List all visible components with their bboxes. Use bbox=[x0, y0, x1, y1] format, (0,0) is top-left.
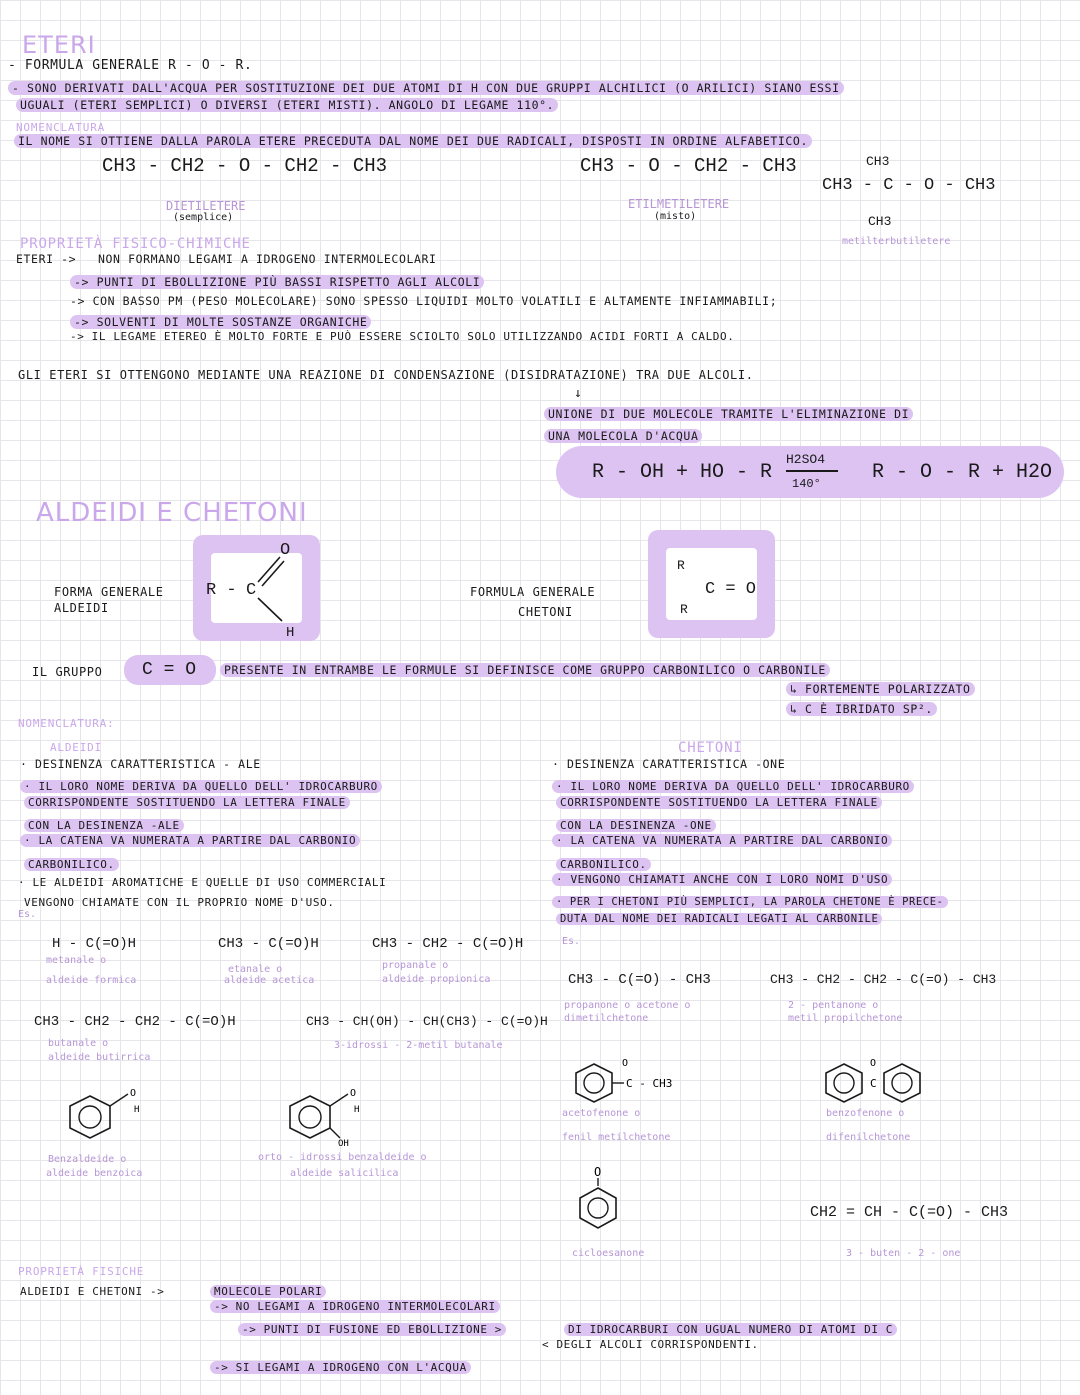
ethers-properties-heading: PROPRIETÀ FISICO-CHIMICHE bbox=[20, 236, 251, 252]
reaction-right: R - O - R + H2O bbox=[872, 461, 1053, 484]
svg-text:O: O bbox=[350, 1088, 357, 1099]
aldehydes-line-1: · DESINENZA CARATTERISTICA - ALE bbox=[20, 757, 261, 771]
ether-example-3-formula: CH3 - C - O - CH3 bbox=[822, 176, 996, 195]
carbonyl-group-note-1: ↳ FORTEMENTE POLARIZZATO bbox=[786, 681, 975, 697]
ketone-ex-4-name-2: difenilchetone bbox=[826, 1132, 911, 1143]
svg-text:C: C bbox=[870, 1077, 877, 1090]
aldehyde-ex-2-formula: CH3 - C(=O)H bbox=[218, 936, 319, 952]
svg-text:O: O bbox=[594, 1165, 602, 1179]
aldehydes-line-3: CORRISPONDENTE SOSTITUENDO LA LETTERA FINALE bbox=[24, 795, 350, 811]
aldehyde-ex-1-formula: H - C(=O)H bbox=[52, 936, 137, 952]
ketone-ex-2-formula: CH3 - CH2 - CH2 - C(=O) - CH3 bbox=[770, 972, 997, 987]
ketones-line-2: · IL LORO NOME DERIVA DA QUELLO DELL' IDROCARBURO bbox=[552, 779, 914, 795]
svg-text:O: O bbox=[130, 1088, 137, 1099]
ethers-property-1: NON FORMANO LEGAMI A IDROGENO INTERMOLECOLARI bbox=[98, 252, 437, 266]
aldehydes-line-4: CON LA DESINENZA -ALE bbox=[24, 818, 184, 834]
ketone-general-label-2: CHETONI bbox=[518, 605, 573, 619]
carbonyl-group-text: PRESENTE IN ENTRAMBE LE FORMULE SI DEFINISCE COME GRUPPO CARBONILICO O CARBONILE bbox=[220, 662, 830, 678]
physical-3: -> PUNTI DI FUSIONE ED EBOLLIZIONE > bbox=[238, 1322, 506, 1338]
ketone-co: C = O bbox=[705, 580, 757, 599]
aldehyde-ex-6-name-2: aldeide benzoica bbox=[46, 1168, 143, 1179]
aldehyde-ex-5-name-1: 3-idrossi - 2-metil butanale bbox=[334, 1040, 503, 1051]
ketone-ex-1-name-2: dimetilchetone bbox=[564, 1013, 649, 1024]
aldehyde-ex-7-name-1: orto - idrossi benzaldeide o bbox=[258, 1152, 427, 1163]
ether-example-2-name: ETILMETILETERE bbox=[628, 197, 730, 211]
ketone-ex-3-name-2: fenil metilchetone bbox=[562, 1132, 671, 1143]
svg-text:O: O bbox=[622, 1058, 629, 1069]
physical-compare-1: DI IDROCARBURI CON UGUAL NUMERO DI ATOMI DI C bbox=[564, 1322, 897, 1338]
physical-subject: ALDEIDI E CHETONI -> bbox=[20, 1285, 165, 1298]
aldehydes-line-2: · IL LORO NOME DERIVA DA QUELLO DELL' IDROCARBURO bbox=[20, 779, 382, 795]
ether-example-3-name: metilterbutiletere bbox=[842, 236, 951, 247]
aldehydes-line-7: · LE ALDEIDI AROMATICHE E QUELLE DI USO COMMERCIALI bbox=[18, 876, 387, 889]
reaction-catalyst: H2SO4 bbox=[786, 452, 826, 467]
aldehyde-ex-7-name-2: aldeide salicilica bbox=[290, 1168, 399, 1179]
ketone-ex-3-name-1: acetofenone o bbox=[562, 1108, 641, 1119]
ketone-ex-2-name-1: 2 - pentanone o bbox=[788, 1000, 879, 1011]
physical-1: MOLECOLE POLARI bbox=[210, 1284, 326, 1300]
physical-compare-2: < DEGLI ALCOLI CORRISPONDENTI. bbox=[542, 1338, 759, 1351]
svg-text:H: H bbox=[354, 1105, 360, 1115]
physical-4: -> SI LEGAMI A IDROGENO CON L'ACQUA bbox=[210, 1360, 471, 1376]
aldehyde-ex-6-name-1: Benzaldeide o bbox=[48, 1154, 127, 1165]
aldehydes-line-5: · LA CATENA VA NUMERATA A PARTIRE DAL CARBONIO bbox=[20, 833, 360, 849]
aldehyde-ex-3-formula: CH3 - CH2 - C(=O)H bbox=[372, 936, 524, 952]
ether-example-1-formula: CH3 - CH2 - O - CH2 - CH3 bbox=[102, 155, 388, 177]
ketone-ex-6-name-1: 3 - buten - 2 - one bbox=[846, 1248, 961, 1259]
aldehyde-ex-3-name-2: aldeide propionica bbox=[382, 974, 491, 985]
svg-text:O: O bbox=[870, 1058, 877, 1069]
aldehyde-o: O bbox=[280, 541, 291, 560]
aldehyde-general-label-1: FORMA GENERALE bbox=[54, 585, 164, 599]
ethers-nomenclature-text: IL NOME SI OTTIENE DALLA PAROLA ETERE PRECEDUTA DAL NOME DEI DUE RADICALI, DISPOSTI IN ORDINE ALFABETICO. bbox=[14, 133, 812, 149]
aldehyde-general-label-2: ALDEIDI bbox=[54, 601, 109, 615]
aldehydes-line-8: VENGONO CHIAMATE CON IL PROPRIO NOME D'USO. bbox=[24, 896, 335, 909]
ketones-line-6: CARBONILICO. bbox=[556, 857, 651, 873]
ketone-ex-2-name-2: metil propilchetone bbox=[788, 1013, 903, 1024]
ketone-ex-4-name-1: benzofenone o bbox=[826, 1108, 905, 1119]
ketones-line-7: · VENGONO CHIAMATI ANCHE CON I LORO NOMI D'USO bbox=[552, 872, 892, 888]
ether-example-3-bottom: CH3 bbox=[868, 214, 892, 229]
reaction-left: R - OH + HO - R bbox=[592, 461, 773, 484]
carbonyl-group-symbol: C = O bbox=[142, 660, 197, 680]
aldehyde-ex-1-name-1: metanale o bbox=[46, 955, 107, 966]
aldehyde-c: C bbox=[246, 581, 257, 600]
ketone-r2: R bbox=[680, 602, 688, 617]
aldehyde-ex-1-name-2: aldeide formica bbox=[46, 975, 137, 986]
reaction-temp: 140° bbox=[792, 477, 821, 491]
ethers-definition-2: UGUALI (ETERI SEMPLICI) O DIVERSI (ETERI MISTI). ANGOLO DI LEGAME 110°. bbox=[16, 97, 558, 113]
carbonyl-group-note-2: ↳ C È IBRIDATO SP². bbox=[786, 701, 937, 717]
ketone-r1: R bbox=[677, 558, 685, 573]
ethers-nomenclature-heading: NOMENCLATURA bbox=[16, 121, 106, 134]
benzaldehyde-ring bbox=[64, 1088, 154, 1158]
ketones-heading: CHETONI bbox=[678, 740, 743, 756]
svg-text:H: H bbox=[134, 1105, 140, 1115]
ethers-property-2: -> PUNTI DI EBOLLIZIONE PIÙ BASSI RISPETTO AGLI ALCOLI bbox=[70, 274, 484, 290]
ethers-property-3: -> CON BASSO PM (PESO MOLECOLARE) SONO SPESSO LIQUIDI MOLTO VOLATILI E ALTAMENTE INFIAMMABILI; bbox=[70, 294, 778, 308]
ether-example-1-note: (semplice) bbox=[173, 212, 234, 223]
ether-example-2-formula: CH3 - O - CH2 - CH3 bbox=[580, 155, 797, 177]
aldehydes-line-6: CARBONILICO. bbox=[24, 857, 119, 873]
ethers-property-5: -> IL LEGAME ETEREO È MOLTO FORTE E PUÒ ESSERE SCIOLTO SOLO UTILIZZANDO ACIDI FORTI A CALDO. bbox=[70, 330, 735, 343]
ketone-general-label-1: FORMULA GENERALE bbox=[470, 585, 596, 599]
cyclohexanone-ring bbox=[574, 1162, 634, 1242]
ketone-ex-1-name-1: propanone o acetone o bbox=[564, 1000, 691, 1011]
ketone-ex-5-name-1: cicloesanone bbox=[572, 1248, 645, 1259]
aldehyde-ex-5-formula: CH3 - CH(OH) - CH(CH3) - C(=O)H bbox=[306, 1014, 548, 1029]
aldehyde-h: H bbox=[286, 625, 295, 641]
ethers-title: ETERI bbox=[22, 31, 96, 59]
ethers-definition-1: - SONO DERIVATI DALL'ACQUA PER SOSTITUZIONE DEI DUE ATOMI DI H CON DUE GRUPPI ALCHILICI (O ARILICI) SIANO ESSI bbox=[8, 80, 844, 96]
carbonyl-nomenclature-heading: NOMENCLATURA: bbox=[18, 717, 115, 730]
ketone-ex-1-formula: CH3 - C(=O) - CH3 bbox=[568, 972, 711, 988]
ketones-line-9: DUTA DAL NOME DEI RADICALI LEGATI AL CARBONILE bbox=[556, 911, 882, 927]
ketones-line-1: · DESINENZA CARATTERISTICA -ONE bbox=[552, 757, 786, 771]
aldehyde-ex-2-name-2: aldeide acetica bbox=[224, 975, 315, 986]
carbonyl-group-label: IL GRUPPO bbox=[32, 665, 103, 679]
ether-example-1-name: DIETILETERE bbox=[166, 199, 246, 213]
ketones-es: Es. bbox=[562, 936, 581, 947]
physical-2: -> NO LEGAMI A IDROGENO INTERMOLECOLARI bbox=[210, 1299, 500, 1315]
aldehyde-ex-4-name-2: aldeide butirrica bbox=[48, 1052, 151, 1063]
synthesis-note-2: UNA MOLECOLA D'ACQUA bbox=[544, 428, 702, 444]
ethers-properties-subject: ETERI -> bbox=[16, 252, 77, 266]
aldehydes-heading: ALDEIDI bbox=[50, 741, 102, 754]
synthesis-arrow: ↓ bbox=[574, 386, 583, 401]
aldehyde-ex-4-name-1: butanale o bbox=[48, 1038, 109, 1049]
ether-example-3-top: CH3 bbox=[866, 154, 890, 169]
aldehyde-r: R - bbox=[206, 581, 237, 600]
ketone-ex-6-formula: CH2 = CH - C(=O) - CH3 bbox=[810, 1204, 1009, 1221]
ketones-line-4: CON LA DESINENZA -ONE bbox=[556, 818, 716, 834]
ketones-line-3: CORRISPONDENTE SOSTITUENDO LA LETTERA FINALE bbox=[556, 795, 882, 811]
aldehyde-ex-3-name-1: propanale o bbox=[382, 960, 449, 971]
aldehydes-es: Es. bbox=[18, 909, 37, 920]
physical-heading: PROPRIETÀ FISICHE bbox=[18, 1265, 145, 1278]
svg-text:C - CH3: C - CH3 bbox=[626, 1077, 673, 1090]
ether-example-2-note: (misto) bbox=[654, 211, 697, 222]
ketones-line-8: · PER I CHETONI PIÙ SEMPLICI, LA PAROLA CHETONE È PRECE- bbox=[552, 894, 948, 910]
ketones-line-5: · LA CATENA VA NUMERATA A PARTIRE DAL CARBONIO bbox=[552, 833, 892, 849]
aldehyde-ex-2-name-1: etanale o bbox=[228, 964, 283, 975]
svg-text:OH: OH bbox=[338, 1139, 349, 1149]
carbonyls-title: ALDEIDI E CHETONI bbox=[36, 498, 308, 528]
aldehyde-ex-4-formula: CH3 - CH2 - CH2 - C(=O)H bbox=[34, 1014, 236, 1030]
synthesis-note-1: UNIONE DI DUE MOLECOLE TRAMITE L'ELIMINAZIONE DI bbox=[544, 406, 913, 422]
ethers-general-formula: - FORMULA GENERALE R - O - R. bbox=[8, 58, 253, 73]
ethers-property-4: -> SOLVENTI DI MOLTE SOSTANZE ORGANICHE bbox=[70, 314, 371, 330]
ethers-synthesis: GLI ETERI SI OTTENGONO MEDIANTE UNA REAZIONE DI CONDENSAZIONE (DISIDRATAZIONE) TRA DUE ALCOLI. bbox=[18, 368, 754, 382]
